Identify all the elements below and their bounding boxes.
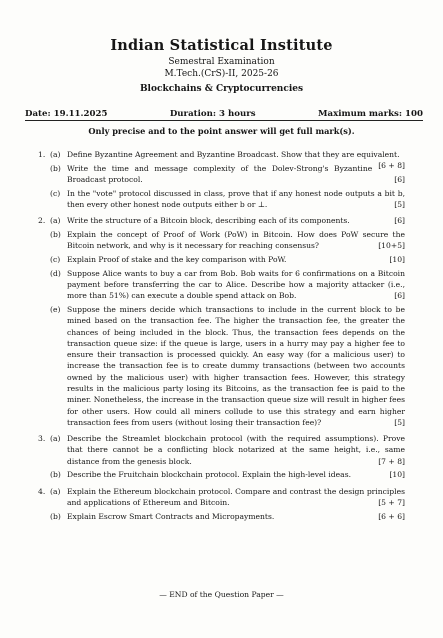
part-label: (e) xyxy=(50,304,61,314)
part-text: Describe the Fruitchain blockchain protocol. Explain the high-level ideas. xyxy=(67,470,352,480)
question-part xyxy=(0,304,443,428)
part-marks: [10] xyxy=(389,470,405,480)
part-marks: [6] xyxy=(394,291,405,301)
part-label: (a) xyxy=(50,150,61,159)
header-divider xyxy=(25,120,423,121)
question-part xyxy=(0,229,443,252)
part-text: Write the time and message complexity of the Dolev-Strong's Byzantine Broadcast protocol. xyxy=(67,163,373,184)
course-title: Blockchains & Cryptocurrencies xyxy=(139,84,304,94)
question-part xyxy=(0,149,443,171)
part-text-block xyxy=(67,215,405,226)
part-label: (a) xyxy=(50,216,61,226)
part-text-block xyxy=(67,163,405,186)
part-label: (a) xyxy=(50,434,61,444)
part-label: (b) xyxy=(50,229,61,239)
part-marks: [6 + 8] xyxy=(378,161,405,171)
part-text-block xyxy=(67,304,405,428)
questions-list xyxy=(0,149,443,524)
part-marks: [10+5] xyxy=(378,241,405,251)
question-2 xyxy=(0,215,443,428)
question-number: 4. xyxy=(38,486,46,496)
part-label: (a) xyxy=(50,486,61,496)
part-marks: [6] xyxy=(394,174,405,184)
part-text-block xyxy=(67,469,405,480)
part-label: (b) xyxy=(50,511,61,521)
part-label: (b) xyxy=(50,163,61,173)
part-text: Explain Proof of stake and the key comparison with PoW. xyxy=(67,254,287,264)
part-text-block xyxy=(67,511,405,522)
institute-name: Indian Statistical Institute xyxy=(110,37,333,54)
question-part xyxy=(0,511,443,522)
exam-date: Date: 19.11.2025 xyxy=(25,109,108,119)
exam-type: Semestral Examination xyxy=(168,57,275,67)
part-label: (c) xyxy=(50,254,61,264)
part-text-block xyxy=(67,229,405,252)
question-part xyxy=(0,486,443,509)
part-text-block xyxy=(67,254,405,265)
part-marks: [10] xyxy=(389,254,405,264)
question-part xyxy=(0,163,443,186)
part-label: (b) xyxy=(50,470,61,480)
part-text: Define Byzantine Agreement and Byzantine Broadcast. Show that they are equivalent. xyxy=(67,150,400,159)
part-label: (d) xyxy=(50,268,61,278)
part-text-block xyxy=(67,188,405,211)
part-marks: [7 + 8] xyxy=(378,456,405,466)
question-part xyxy=(0,268,443,302)
maximum-marks: Maximum marks: 100 xyxy=(318,109,423,119)
part-text: Write the structure of a Bitcoin block, describing each of its components. xyxy=(67,216,350,226)
instruction-note: Only precise and to the point answer will get full mark(s). xyxy=(88,126,355,136)
exam-duration: Duration: 3 hours xyxy=(169,109,256,119)
end-of-paper: — END of the Question Paper — xyxy=(159,590,284,599)
part-text-block xyxy=(67,433,405,467)
part-text: Describe the Streamlet blockchain protocol (with the required assumptions). Prove that there cannot be a conflicting block notarized at the same height, i.e., same distance from the genesis block. xyxy=(67,434,405,466)
question-part xyxy=(0,433,443,467)
part-text-block xyxy=(67,149,405,171)
question-number: 1. xyxy=(38,150,46,159)
part-marks: [6 + 6] xyxy=(378,511,405,521)
part-marks: [6] xyxy=(394,216,405,226)
question-number: 2. xyxy=(38,216,46,226)
part-label: (c) xyxy=(50,188,61,198)
part-text-block xyxy=(67,268,405,302)
question-part xyxy=(0,254,443,265)
part-text: Explain the Ethereum blockchain protocol. Compare and contrast the design principles and applications of Ethereum and Bitcoin. xyxy=(67,486,405,508)
program-name: M.Tech.(CrS)-II, 2025-26 xyxy=(164,69,279,79)
exam-meta-row xyxy=(25,109,423,119)
part-marks: [5 + 7] xyxy=(378,498,405,508)
part-marks: [5] xyxy=(394,417,405,427)
question-3 xyxy=(0,433,443,481)
part-text: Explain the concept of Proof of Work (PoW) in Bitcoin. How does PoW secure the Bitcoin network, and why is it necessary for reaching consensus? xyxy=(67,229,405,251)
question-number: 3. xyxy=(38,434,46,444)
part-marks: [5] xyxy=(394,199,405,209)
question-part xyxy=(0,188,443,211)
part-text: In the "vote" protocol discussed in class, prove that if any honest node outputs a bit b, then every other honest node outputs either b or ⊥. xyxy=(67,188,405,209)
part-text: Suppose the miners decide which transactions to include in the current block to be mined based on the transaction fee. The higher the transaction fee, the greater the chances of being included in the block. Thus, the transaction fees depends on the transaction queue size: if the queue is large, users in a hurry may pay a higher fee to ensure their transaction is processed quickly. An easy way (for a malicious user) to increase the transaction fee is to create dummy transactions (between two accounts owned by the malicious user) with higher transaction fees. However, this strategy results in the malicious party losing its Bitcoins, as the transaction fee is paid to the miner. Nonetheless, the increase in the transaction queue size will result in higher fees for other users. How could all miners collude to use this strategy and earn higher transaction fees from users (without losing their transaction fee)? xyxy=(67,304,405,427)
question-part xyxy=(0,215,443,226)
part-text-block xyxy=(67,486,405,509)
part-text: Explain Escrow Smart Contracts and Micropayments. xyxy=(67,511,275,521)
part-text: Suppose Alice wants to buy a car from Bob. Bob waits for 6 confirmations on a Bitcoin payment before transferring the car to Alice. Describe how a majority attacker (i.e., more than 51%) can execute a double spend attack on Bob. xyxy=(67,268,405,301)
question-part xyxy=(0,469,443,480)
question-4 xyxy=(0,486,443,522)
question-1 xyxy=(0,149,443,210)
